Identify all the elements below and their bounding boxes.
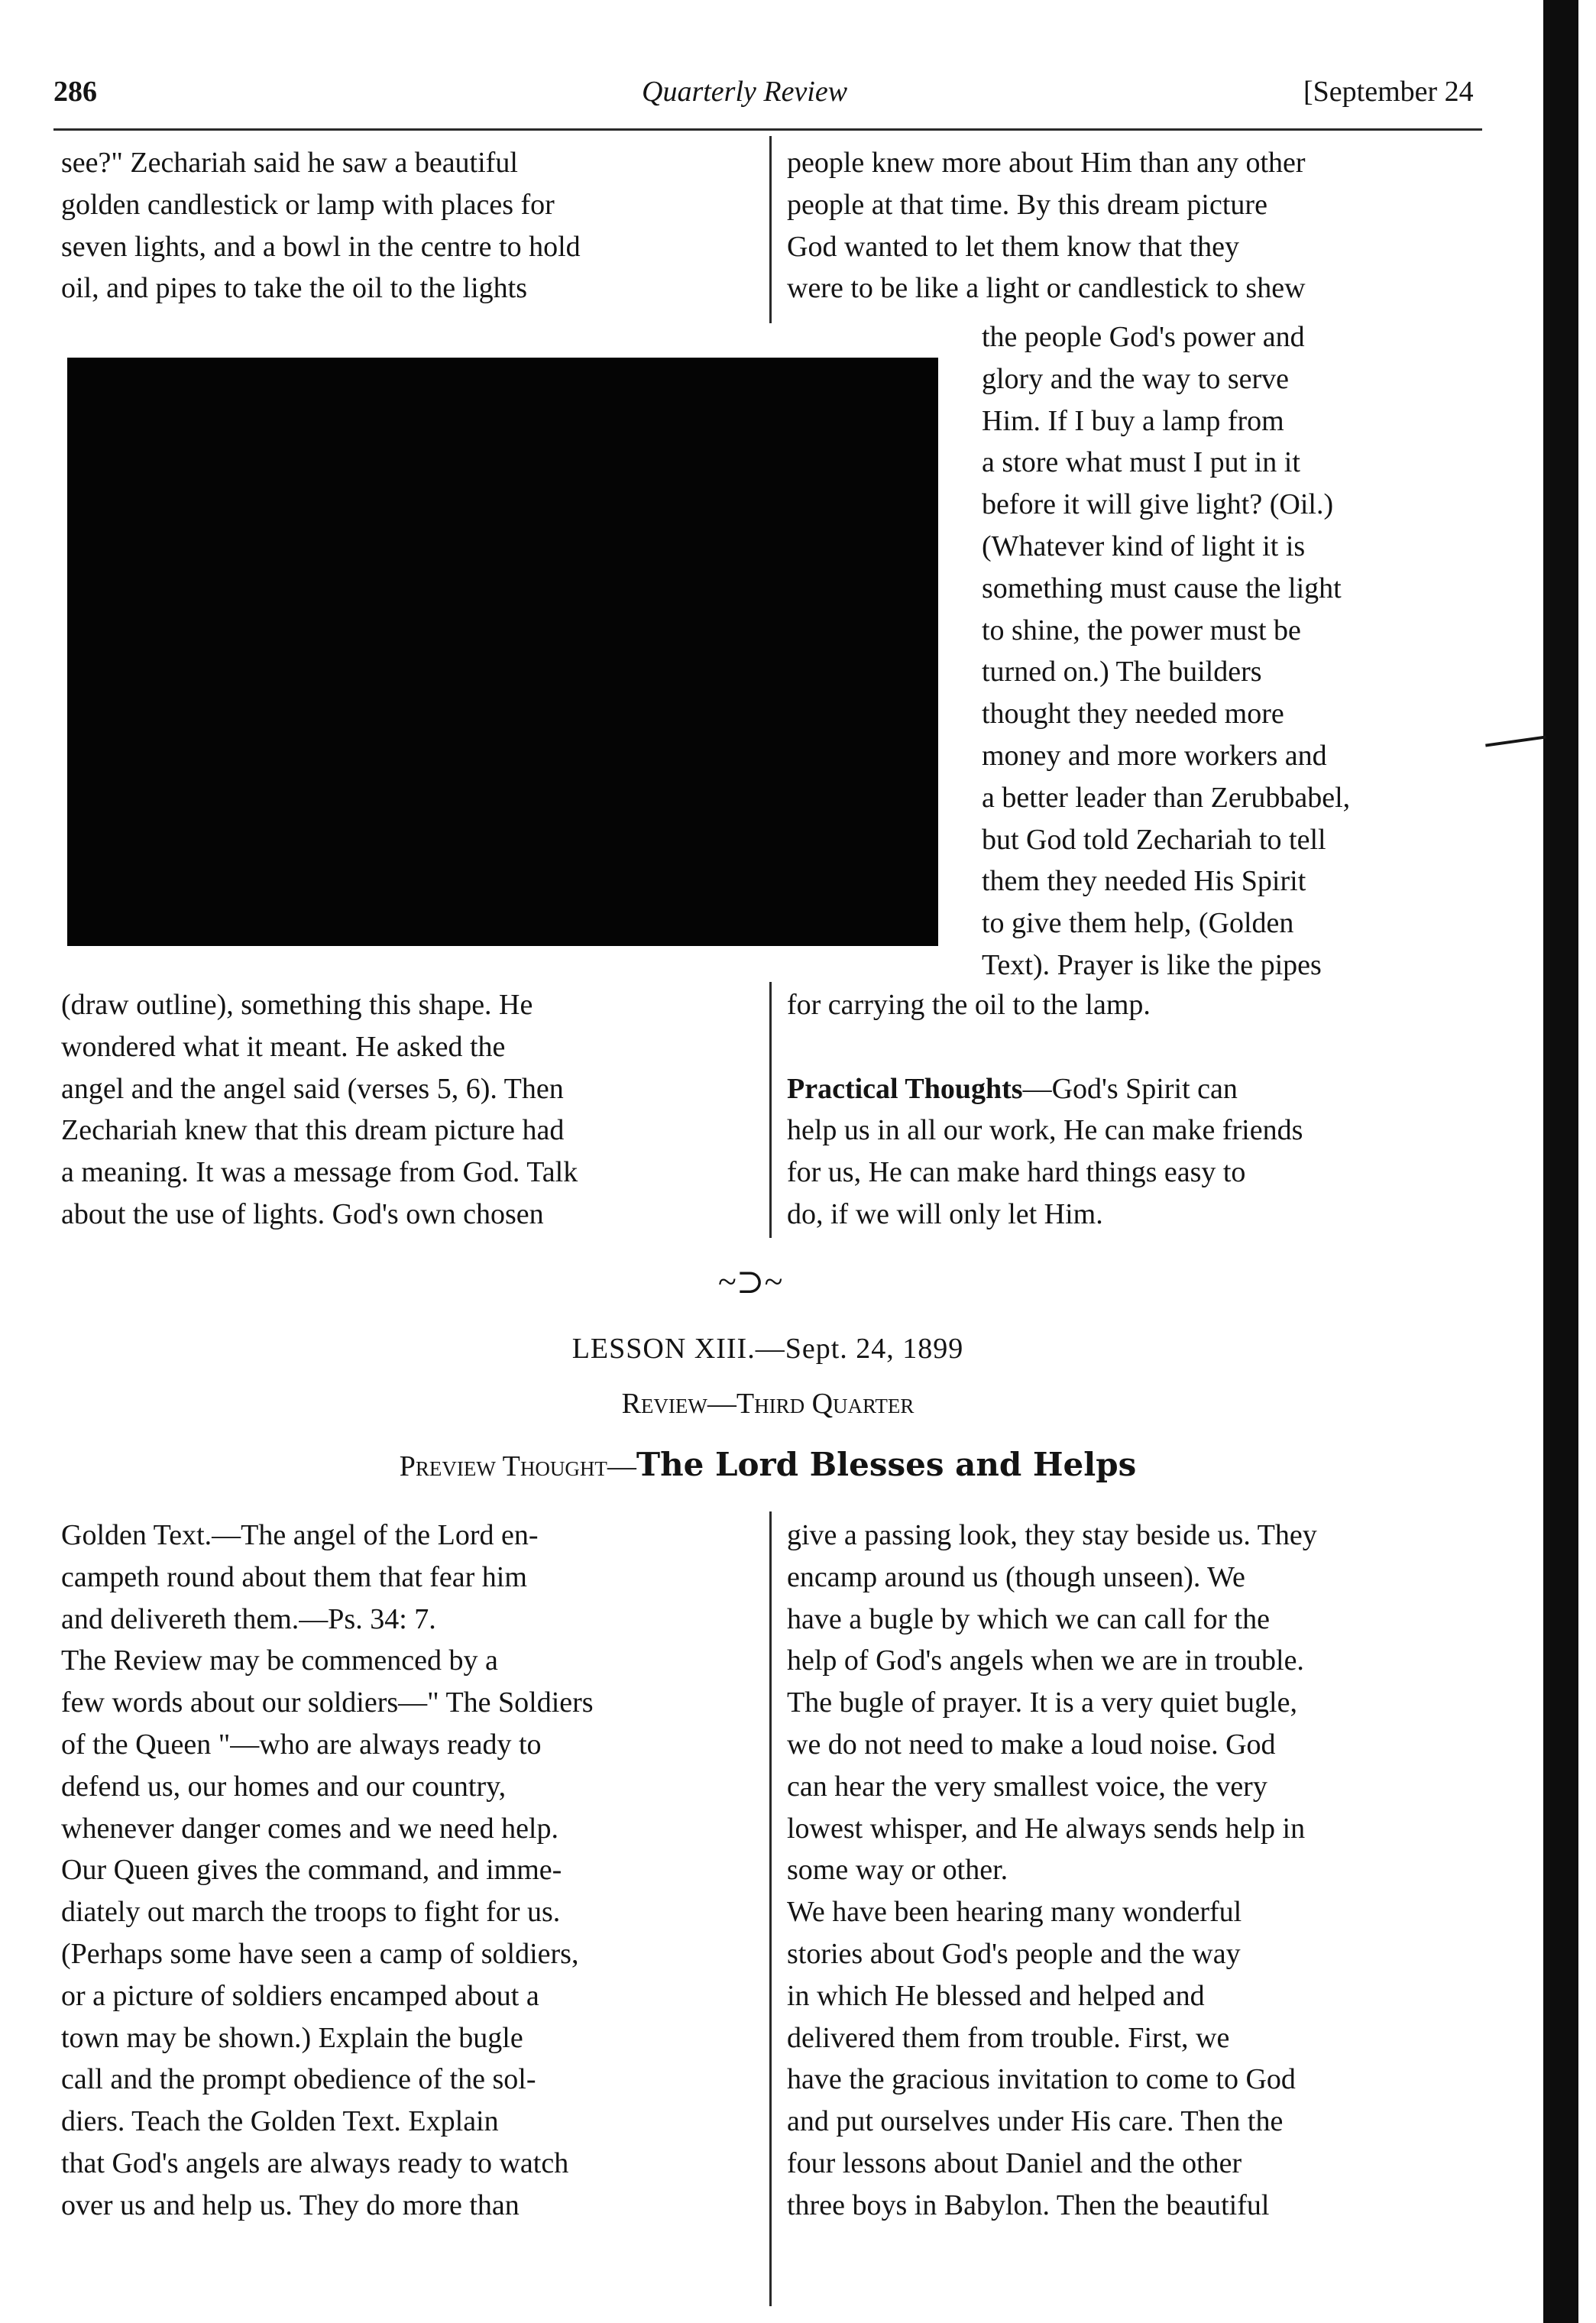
text-line: seven lights, and a bowl in the centre to hold bbox=[61, 230, 581, 263]
text-line: of the Queen "—who are always ready to bbox=[61, 1728, 542, 1761]
text-line: the people God's power and bbox=[982, 321, 1305, 353]
text-line: or a picture of soldiers encamped about a bbox=[61, 1979, 539, 2012]
text-line: God wanted to let them know that they bbox=[787, 230, 1240, 263]
mid-left-column bbox=[61, 984, 753, 1236]
top-left-column bbox=[61, 142, 753, 309]
text-line: to give them help, (Golden bbox=[982, 907, 1294, 940]
text-line: and put ourselves under His care. Then the bbox=[787, 2105, 1284, 2138]
header-rule bbox=[53, 128, 1482, 131]
text-line: but God told Zechariah to tell bbox=[982, 823, 1326, 856]
text-line: defend us, our homes and our country, bbox=[61, 1770, 507, 1803]
text-line: Our Queen gives the command, and imme- bbox=[61, 1854, 562, 1887]
text-line: over us and help us. They do more than bbox=[61, 2189, 520, 2221]
text-line: thought they needed more bbox=[982, 698, 1284, 731]
page-header bbox=[53, 75, 1536, 128]
text-line: and delivereth them.—Ps. 34: 7. bbox=[61, 1602, 436, 1635]
text-line: (draw outline), something this shape. He bbox=[61, 989, 533, 1021]
text-line: something must cause the light bbox=[982, 572, 1342, 604]
text-line: golden candlestick or lamp with places for bbox=[61, 188, 555, 221]
text-line: a store what must I put in it bbox=[982, 446, 1300, 479]
text-line: to shine, the power must be bbox=[982, 614, 1301, 646]
text-line: (Perhaps some have seen a camp of soldiers, bbox=[61, 1937, 579, 1970]
text-line: them they needed His Spirit bbox=[982, 865, 1306, 898]
scan-mark-line bbox=[1485, 735, 1546, 747]
narrow-right-column bbox=[982, 316, 1478, 987]
text-line: We have been hearing many wonderful bbox=[787, 1896, 1242, 1929]
text-line: campeth round about them that fear him bbox=[61, 1560, 527, 1593]
top-right-column bbox=[787, 142, 1478, 309]
text-line: give a passing look, they stay beside us. They bbox=[787, 1519, 1317, 1551]
text-line: a meaning. It was a message from God. Talk bbox=[61, 1156, 578, 1189]
text-line: for carrying the oil to the lamp. bbox=[787, 989, 1151, 1021]
text-line: help us in all our work, He can make friends bbox=[787, 1114, 1303, 1147]
text-line: for us, He can make hard things easy to bbox=[787, 1156, 1246, 1189]
text-line: delivered them from trouble. First, we bbox=[787, 2021, 1230, 2054]
paragraph-gap bbox=[787, 1026, 1478, 1068]
text-line: Him. If I buy a lamp from bbox=[982, 404, 1284, 437]
practical-thoughts-line bbox=[787, 1068, 1478, 1110]
bottom-left-column bbox=[61, 1515, 753, 2227]
text-line: Text). Prayer is like the pipes bbox=[982, 948, 1322, 981]
section-ornament: ~⊃~ bbox=[718, 1263, 783, 1301]
text-line: The bugle of prayer. It is a very quiet bugle, bbox=[787, 1686, 1297, 1719]
text-line: do, if we will only let Him. bbox=[787, 1197, 1103, 1230]
text-line: Golden Text.—The angel of the Lord en- bbox=[61, 1519, 539, 1551]
redacted-illustration bbox=[67, 358, 938, 946]
text-line: lowest whisper, and He always sends help in bbox=[787, 1812, 1306, 1845]
text-line: we do not need to make a loud noise. God bbox=[787, 1728, 1276, 1761]
text-line: few words about our soldiers—" The Soldiers bbox=[61, 1686, 594, 1719]
text-line: that God's angels are always ready to watch bbox=[61, 2146, 569, 2179]
text-line: were to be like a light or candlestick to shew bbox=[787, 272, 1306, 305]
preview-thought bbox=[53, 1446, 1482, 1483]
text-line: town may be shown.) Explain the bugle bbox=[61, 2021, 523, 2054]
column-divider-top bbox=[769, 136, 772, 323]
text-line: people at that time. By this dream picture bbox=[787, 188, 1267, 221]
text-line: people knew more about Him than any other bbox=[787, 147, 1306, 179]
text-line: Zechariah knew that this dream picture had bbox=[61, 1114, 565, 1147]
text-run: —God's Spirit can bbox=[1022, 1072, 1238, 1105]
scan-edge-bar bbox=[1543, 0, 1578, 2323]
text-line: a better leader than Zerubbabel, bbox=[982, 781, 1351, 814]
text-line: (Whatever kind of light it is bbox=[982, 530, 1306, 562]
text-line: angel and the angel said (verses 5, 6). Then bbox=[61, 1072, 564, 1105]
text-line: see?" Zechariah said he saw a beautiful bbox=[61, 147, 518, 179]
lesson-heading: LESSON XIII.—Sept. 24, 1899 bbox=[571, 1333, 964, 1365]
running-title: Quarterly Review bbox=[642, 76, 848, 108]
column-divider-mid bbox=[769, 982, 772, 1238]
preview-label: Preview Thought— bbox=[399, 1450, 636, 1482]
text-line: have a bugle by which we can call for the bbox=[787, 1602, 1271, 1635]
header-date: [September 24 bbox=[1303, 76, 1474, 108]
preview-title: The Lord Blesses and Helps bbox=[636, 1446, 1137, 1483]
text-line: money and more workers and bbox=[982, 739, 1327, 772]
text-line: in which He blessed and helped and bbox=[787, 1979, 1205, 2012]
text-line: three boys in Babylon. Then the beautiful bbox=[787, 2189, 1270, 2221]
text-line: glory and the way to serve bbox=[982, 362, 1290, 395]
column-divider-bottom bbox=[769, 1511, 772, 2306]
text-line: encamp around us (though unseen). We bbox=[787, 1560, 1245, 1593]
practical-thoughts-label: Practical Thoughts bbox=[787, 1072, 1023, 1105]
text-line: diately out march the troops to fight for us. bbox=[61, 1896, 561, 1929]
text-line: four lessons about Daniel and the other bbox=[787, 2146, 1242, 2179]
text-line: turned on.) The builders bbox=[982, 656, 1262, 688]
text-line: call and the prompt obedience of the sol- bbox=[61, 2063, 536, 2096]
lesson-subheading: Review—Third Quarter bbox=[621, 1388, 915, 1420]
text-line: about the use of lights. God's own chosen bbox=[61, 1197, 544, 1230]
page-number: 286 bbox=[53, 76, 97, 108]
text-line: help of God's angels when we are in trouble. bbox=[787, 1644, 1304, 1677]
text-line: diers. Teach the Golden Text. Explain bbox=[61, 2105, 499, 2138]
text-line: wondered what it meant. He asked the bbox=[61, 1030, 506, 1063]
text-line: before it will give light? (Oil.) bbox=[982, 488, 1334, 521]
mid-right-column bbox=[787, 984, 1478, 1236]
text-line: whenever danger comes and we need help. bbox=[61, 1812, 558, 1845]
text-line: The Review may be commenced by a bbox=[61, 1644, 498, 1677]
text-line: have the gracious invitation to come to God bbox=[787, 2063, 1296, 2096]
text-line: can hear the very smallest voice, the very bbox=[787, 1770, 1267, 1803]
bottom-right-column bbox=[787, 1515, 1478, 2227]
text-line: stories about God's people and the way bbox=[787, 1937, 1241, 1970]
text-line: oil, and pipes to take the oil to the lights bbox=[61, 272, 528, 305]
text-line: some way or other. bbox=[787, 1854, 1008, 1887]
